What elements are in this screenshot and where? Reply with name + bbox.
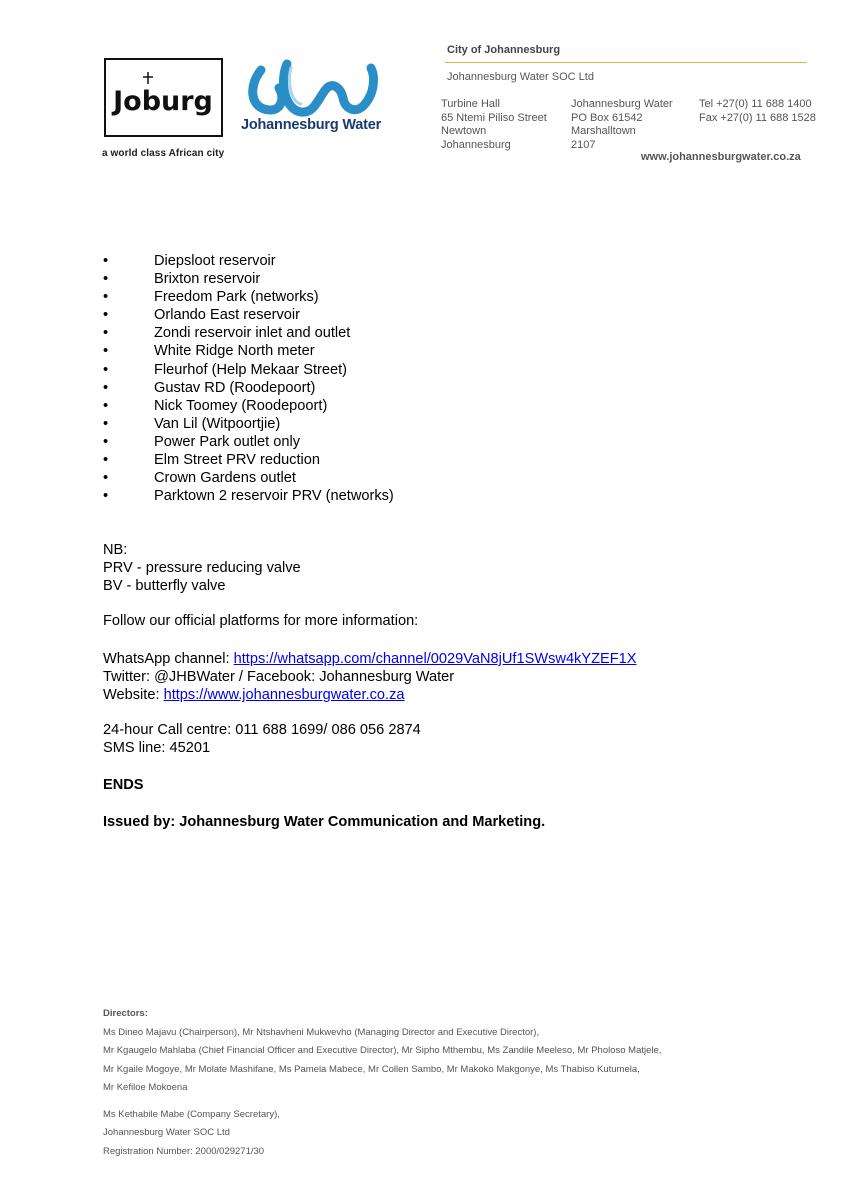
list-item-text: Gustav RD (Roodepoort) [154, 379, 316, 396]
sms-line: SMS line: 45201 [103, 740, 211, 757]
fax-number: Fax +27(0) 11 688 1528 [699, 111, 816, 124]
company-secretary: Ms Kethabile Mabe (Company Secretary), [103, 1109, 280, 1120]
water-wave-icon [253, 64, 374, 112]
list-item-text: White Ridge North meter [154, 343, 315, 360]
org-subtitle: Johannesburg Water SOC Ltd [447, 71, 594, 83]
social-links [103, 650, 637, 704]
list-item-text: Van Lil (Witpoortjie) [154, 415, 281, 432]
whatsapp-label: WhatsApp channel: [103, 651, 234, 667]
issued-by: Issued by: Johannesburg Water Communication and Marketing. [103, 814, 546, 830]
list-item-text: Parktown 2 reservoir PRV (networks) [154, 488, 394, 505]
list-item [103, 306, 394, 324]
site-list [103, 252, 394, 505]
bullet-icon: • [103, 452, 109, 469]
address-line: Newtown [441, 125, 487, 137]
list-item [103, 415, 394, 433]
bullet-icon: • [103, 253, 109, 269]
bullet-icon: • [103, 433, 109, 450]
list-item [103, 487, 394, 505]
bullet-icon: • [103, 379, 109, 396]
website-line [103, 686, 637, 704]
company-footer [103, 1106, 280, 1161]
list-item-text: Nick Toomey (Roodepoort) [154, 397, 328, 414]
list-item-text: Crown Gardens outlet [154, 470, 296, 487]
prv-definition: PRV - pressure reducing valve [103, 560, 301, 577]
address-line: 65 Ntemi Piliso Street [441, 111, 547, 124]
address-line: Johannesburg [441, 138, 511, 151]
contact-info [103, 721, 421, 757]
call-centre-line: 24-hour Call centre: 011 688 1699/ 086 056 2874 [103, 722, 421, 738]
physical-address [441, 98, 547, 152]
list-item-text: Elm Street PRV reduction [154, 452, 321, 469]
list-item-text: Orlando East reservoir [154, 307, 300, 324]
directors-line: Mr Kgaugelo Mahlaba (Chief Financial Officer and Executive Director), Mr Sipho Mthembu, Ms Zandile Meeleso, Mr Pholoso Matjele, [103, 1045, 662, 1056]
website-link[interactable]: https://www.johannesburgwater.co.za [163, 687, 405, 704]
address-line: PO Box 61542 [571, 111, 643, 124]
ends-marker: ENDS [103, 777, 144, 793]
address-line: Turbine Hall [441, 98, 500, 110]
list-item [103, 288, 394, 306]
list-item [103, 252, 394, 270]
registration-number: Registration Number: 2000/029271/30 [103, 1145, 265, 1157]
abbreviations-note [103, 541, 301, 595]
twitter-facebook-line: Twitter: @JHBWater / Facebook: Johannesburg Water [103, 669, 455, 686]
postal-address [571, 98, 673, 152]
nb-heading: NB: [103, 542, 128, 558]
list-item-text: Fleurhof (Help Mekaar Street) [154, 361, 348, 378]
bullet-icon: • [103, 325, 109, 342]
directors-line: Ms Dineo Majavu (Chairperson), Mr Ntshavheni Mukwevho (Managing Director and Executive Director), [103, 1026, 540, 1038]
list-item [103, 433, 394, 451]
list-item-text: Freedom Park (networks) [154, 289, 319, 306]
bullet-icon: • [103, 488, 109, 505]
bullet-icon: • [103, 415, 109, 432]
header-divider [445, 62, 807, 63]
bullet-icon: • [103, 361, 109, 378]
list-item [103, 469, 394, 487]
bullet-icon: • [103, 343, 109, 360]
list-item [103, 361, 394, 379]
company-name: Johannesburg Water SOC Ltd [103, 1127, 230, 1139]
whatsapp-line [103, 650, 637, 668]
org-name: City of Johannesburg [447, 44, 561, 56]
list-item [103, 342, 394, 360]
address-line: Marshalltown [571, 125, 636, 137]
bullet-icon: • [103, 470, 109, 487]
address-line: 2107 [571, 138, 596, 151]
follow-text: Follow our official platforms for more information: [103, 613, 419, 629]
contact-numbers [699, 98, 816, 125]
directors-heading: Directors: [103, 1008, 148, 1019]
directors-line: Mr Kgaile Mogoye, Mr Molate Mashifane, Ms Pamela Mabece, Mr Collen Sambo, Mr Makoko Makgonye, Ms Thabiso Kutumela, [103, 1063, 640, 1075]
bullet-icon: • [103, 271, 109, 288]
whatsapp-channel-link[interactable]: https://whatsapp.com/channel/0029VaN8jUf1SWsw4kYZEF1X [233, 651, 637, 667]
header-website: www.johannesburgwater.co.za [641, 151, 801, 163]
johannesburg-water-wordmark: Johannesburg Water [241, 117, 382, 133]
list-item [103, 397, 394, 415]
directors-footer [103, 1005, 661, 1098]
phone-number: Tel +27(0) 11 688 1400 [699, 98, 812, 110]
list-item-text: Diepsloot reservoir [154, 253, 276, 269]
list-item [103, 270, 394, 288]
website-label: Website: [103, 687, 164, 704]
list-item [103, 324, 394, 342]
bullet-icon: • [103, 397, 109, 414]
tagline: a world class African city [102, 148, 225, 159]
bv-definition: BV - butterfly valve [103, 578, 226, 595]
directors-line: Mr Kefiloe Mokoena [103, 1082, 188, 1093]
list-item-text: Power Park outlet only [154, 433, 301, 450]
list-item [103, 451, 394, 469]
list-item-text: Brixton reservoir [154, 271, 261, 288]
bullet-icon: • [103, 307, 109, 324]
joburg-logo [104, 58, 223, 137]
list-item [103, 379, 394, 397]
bullet-icon: • [103, 289, 109, 306]
address-line: Johannesburg Water [571, 98, 673, 110]
joburg-logo-text: Joburg [113, 86, 213, 117]
list-item-text: Zondi reservoir inlet and outlet [154, 325, 351, 342]
